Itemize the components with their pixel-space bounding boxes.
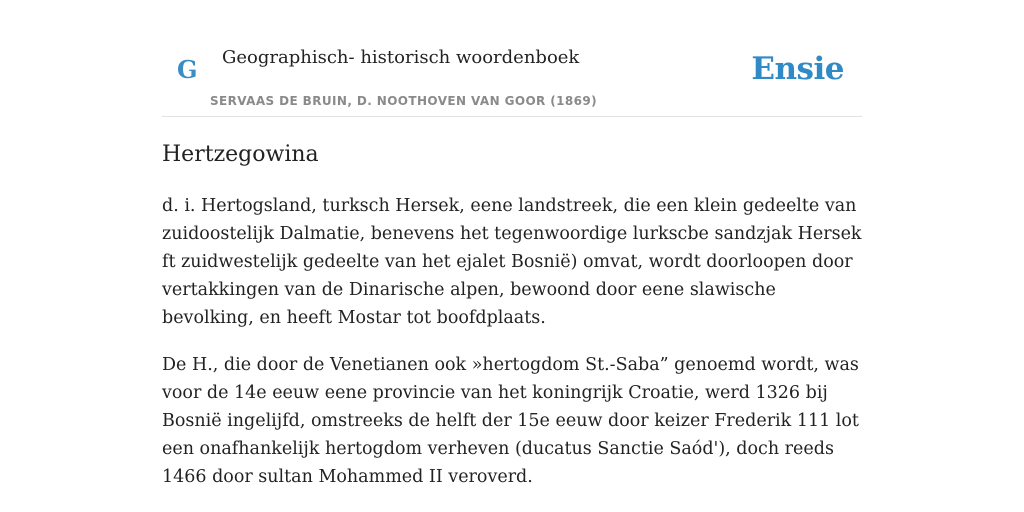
- entry-title: Hertzegowina: [162, 142, 319, 167]
- brand-logo[interactable]: Ensie: [751, 51, 844, 87]
- book-logo-icon[interactable]: G: [177, 55, 198, 84]
- entry-content: [162, 192, 864, 510]
- entry-paragraph: d. i. Hertogsland, turksch Hersek, eene landstreek, die een klein gedeelte van zuidoostelijk Dalmatie, benevens het tegenwoordige lurkscbe sandzjak Hersek ft zuidwestelijk gedeelte van het ejalet Bosnië) omvat, wordt doorloopen door vertakkingen van de Dinarische alpen, bewoond door eene slawische bevolking, en heeft Mostar tot boofdplaats.: [162, 196, 862, 328]
- entry-paragraph: De H., die door de Venetianen ook »hertogdom St.-Saba” genoemd wordt, was voor de 14e eeuw eene provincie van het koningrijk Croatie, werd 1326 bij Bosnië ingelijfd, omstreeks de helft der 15e eeuw door keizer Frederik 111 lot een onafhankelijk hertogdom verheven (ducatus Sanctie Saód'), doch reeds 1466 door sultan Mohammed II veroverd.: [162, 355, 859, 487]
- book-title[interactable]: Geographisch- historisch woordenboek: [222, 47, 580, 68]
- book-authors: SERVAAS DE BRUIN, D. NOOTHOVEN VAN GOOR (1869): [210, 94, 598, 108]
- header: [162, 0, 862, 117]
